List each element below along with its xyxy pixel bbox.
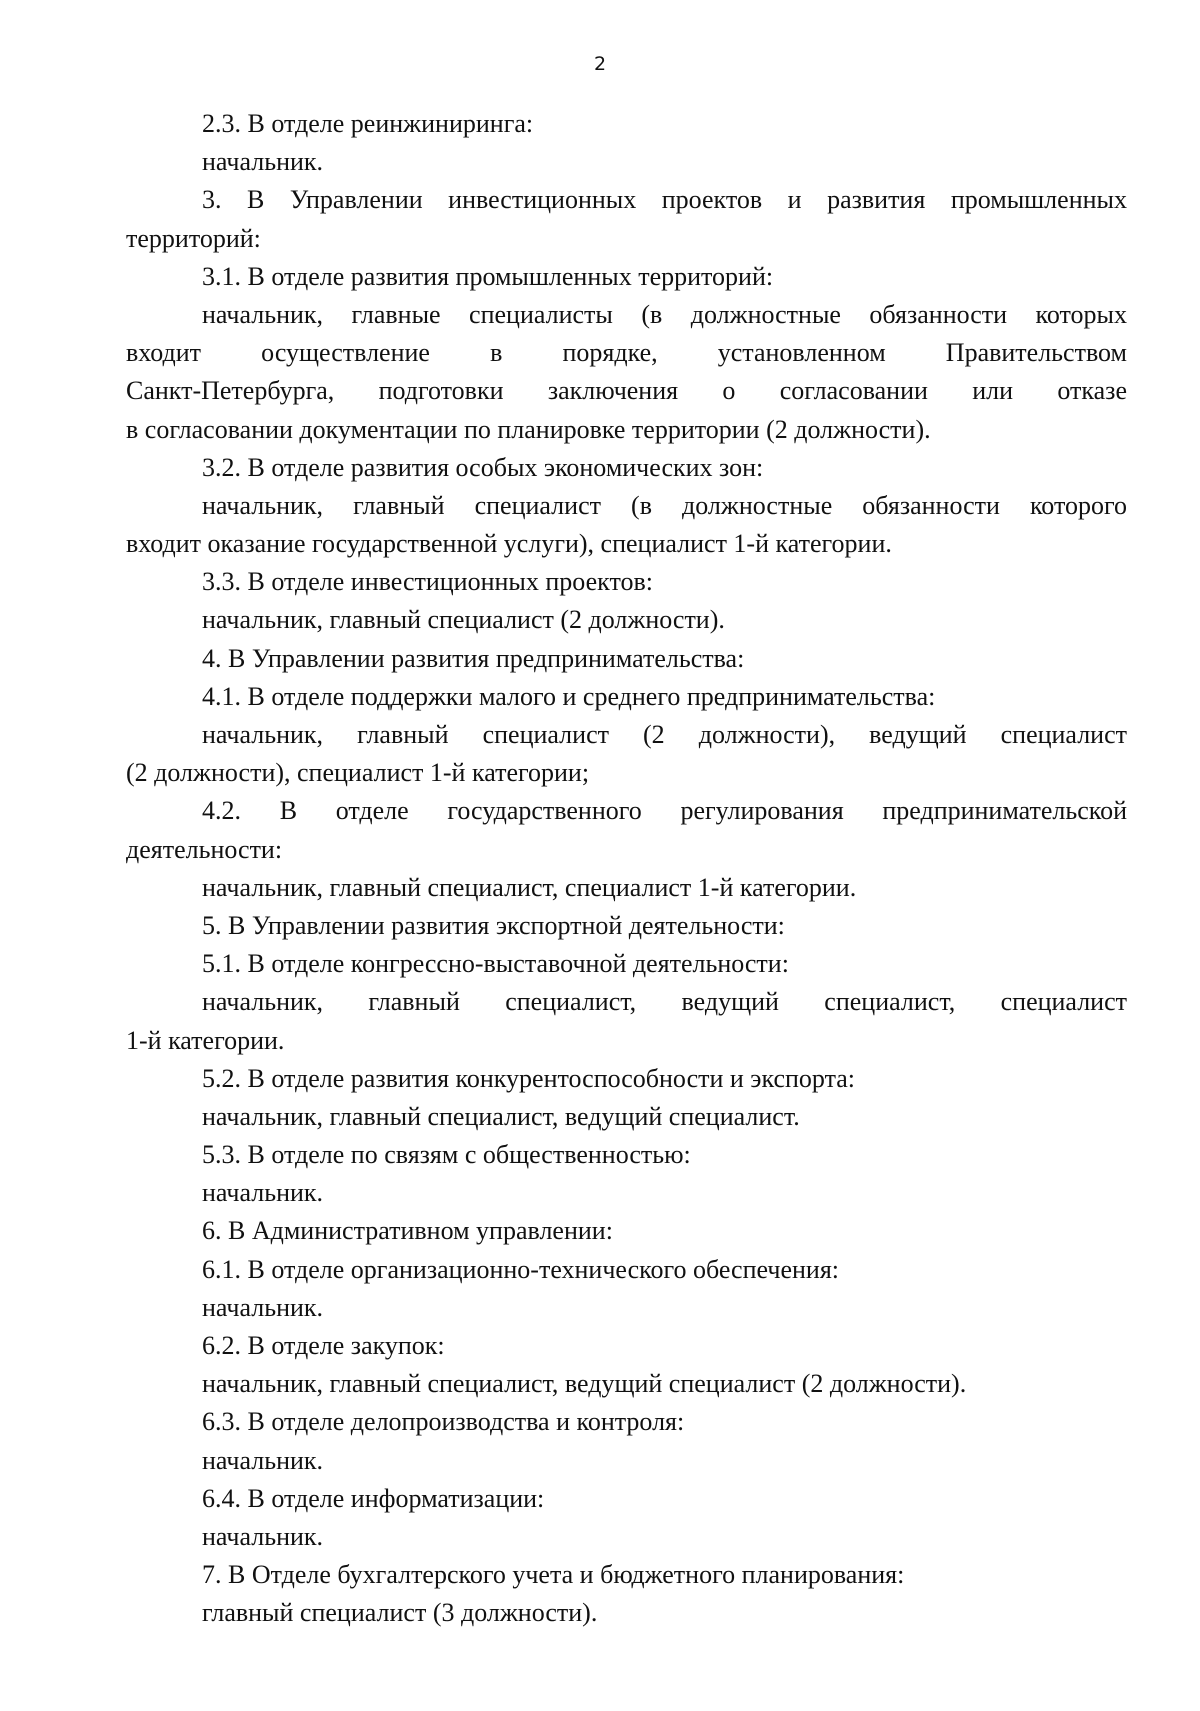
text-line: начальник, главный специалист, ведущий специалист.	[202, 1101, 800, 1131]
text-line: начальник.	[202, 1178, 324, 1208]
text-line: 3.2. В отделе развития особых экономических зон:	[202, 452, 764, 482]
text-line: 1-й категории.	[126, 1025, 285, 1055]
text-line: 5.1. В отделе конгрессно-выставочной деятельности:	[202, 949, 789, 979]
text-line: начальник.	[202, 147, 324, 177]
text-line: начальник, главный специалист, специалист 1-й категории.	[202, 872, 857, 902]
text-line: 6. В Административном управлении:	[202, 1216, 613, 1246]
text-line: начальник, главный специалист, ведущий специалист (2 должности).	[202, 1369, 967, 1399]
text-line: начальник, главный специалист (2 должности).	[202, 605, 725, 635]
text-line: 3.3. В отделе инвестиционных проектов:	[202, 567, 653, 597]
text-line: 5.3. В отделе по связям с общественностью:	[202, 1140, 691, 1170]
text-line: начальник, главные специалисты (в должностные обязанности которых	[202, 299, 1127, 329]
text-line: начальник, главный специалист (в должностные обязанности которого	[202, 490, 1127, 520]
text-line: начальник.	[202, 1521, 324, 1551]
text-line: начальник, главный специалист (2 должности), ведущий специалист	[202, 720, 1127, 749]
text-line: 4. В Управлении развития предпринимательства:	[202, 643, 745, 673]
text-line: 6.4. В отделе информатизации:	[202, 1483, 545, 1513]
text-line: 5.2. В отделе развития конкурентоспособности и экспорта:	[202, 1063, 856, 1093]
text-line: 6.2. В отделе закупок:	[202, 1331, 445, 1360]
text-line: входит осуществление в порядке, установленном Правительством	[126, 338, 1127, 368]
text-line: территорий:	[126, 223, 261, 253]
text-line: начальник.	[202, 1445, 324, 1475]
text-line: 7. В Отделе бухгалтерского учета и бюджетного планирования:	[202, 1560, 905, 1590]
text-line: 2.3. В отделе реинжиниринга:	[202, 109, 534, 138]
text-line: Санкт-Петербурга, подготовки заключения о согласовании или отказе	[126, 376, 1127, 406]
text-line: начальник.	[202, 1292, 324, 1322]
text-line: главный специалист (3 должности).	[202, 1598, 598, 1628]
text-line: (2 должности), специалист 1-й категории;	[126, 758, 590, 788]
text-line: входит оказание государственной услуги), специалист 1-й категории.	[126, 529, 892, 559]
text-line: 6.1. В отделе организационно-технического обеспечения:	[202, 1254, 840, 1284]
text-line: 5. В Управлении развития экспортной деятельности:	[202, 910, 785, 940]
text-line: 4.2. В отделе государственного регулирования предпринимательской	[202, 796, 1127, 826]
page-number: 2	[593, 53, 607, 75]
text-line: 4.1. В отделе поддержки малого и среднего предпринимательства:	[202, 681, 936, 711]
text-line: начальник, главный специалист, ведущий специалист, специалист	[202, 987, 1127, 1017]
text-line: 6.3. В отделе делопроизводства и контроля:	[202, 1407, 685, 1437]
document-body	[126, 105, 1127, 1633]
text-line: деятельности:	[126, 834, 283, 864]
text-line: в согласовании документации по планировке территории (2 должности).	[126, 414, 931, 444]
text-line: 3. В Управлении инвестиционных проектов и развития промышленных	[202, 185, 1127, 215]
text-line: 3.1. В отделе развития промышленных территорий:	[202, 261, 774, 291]
